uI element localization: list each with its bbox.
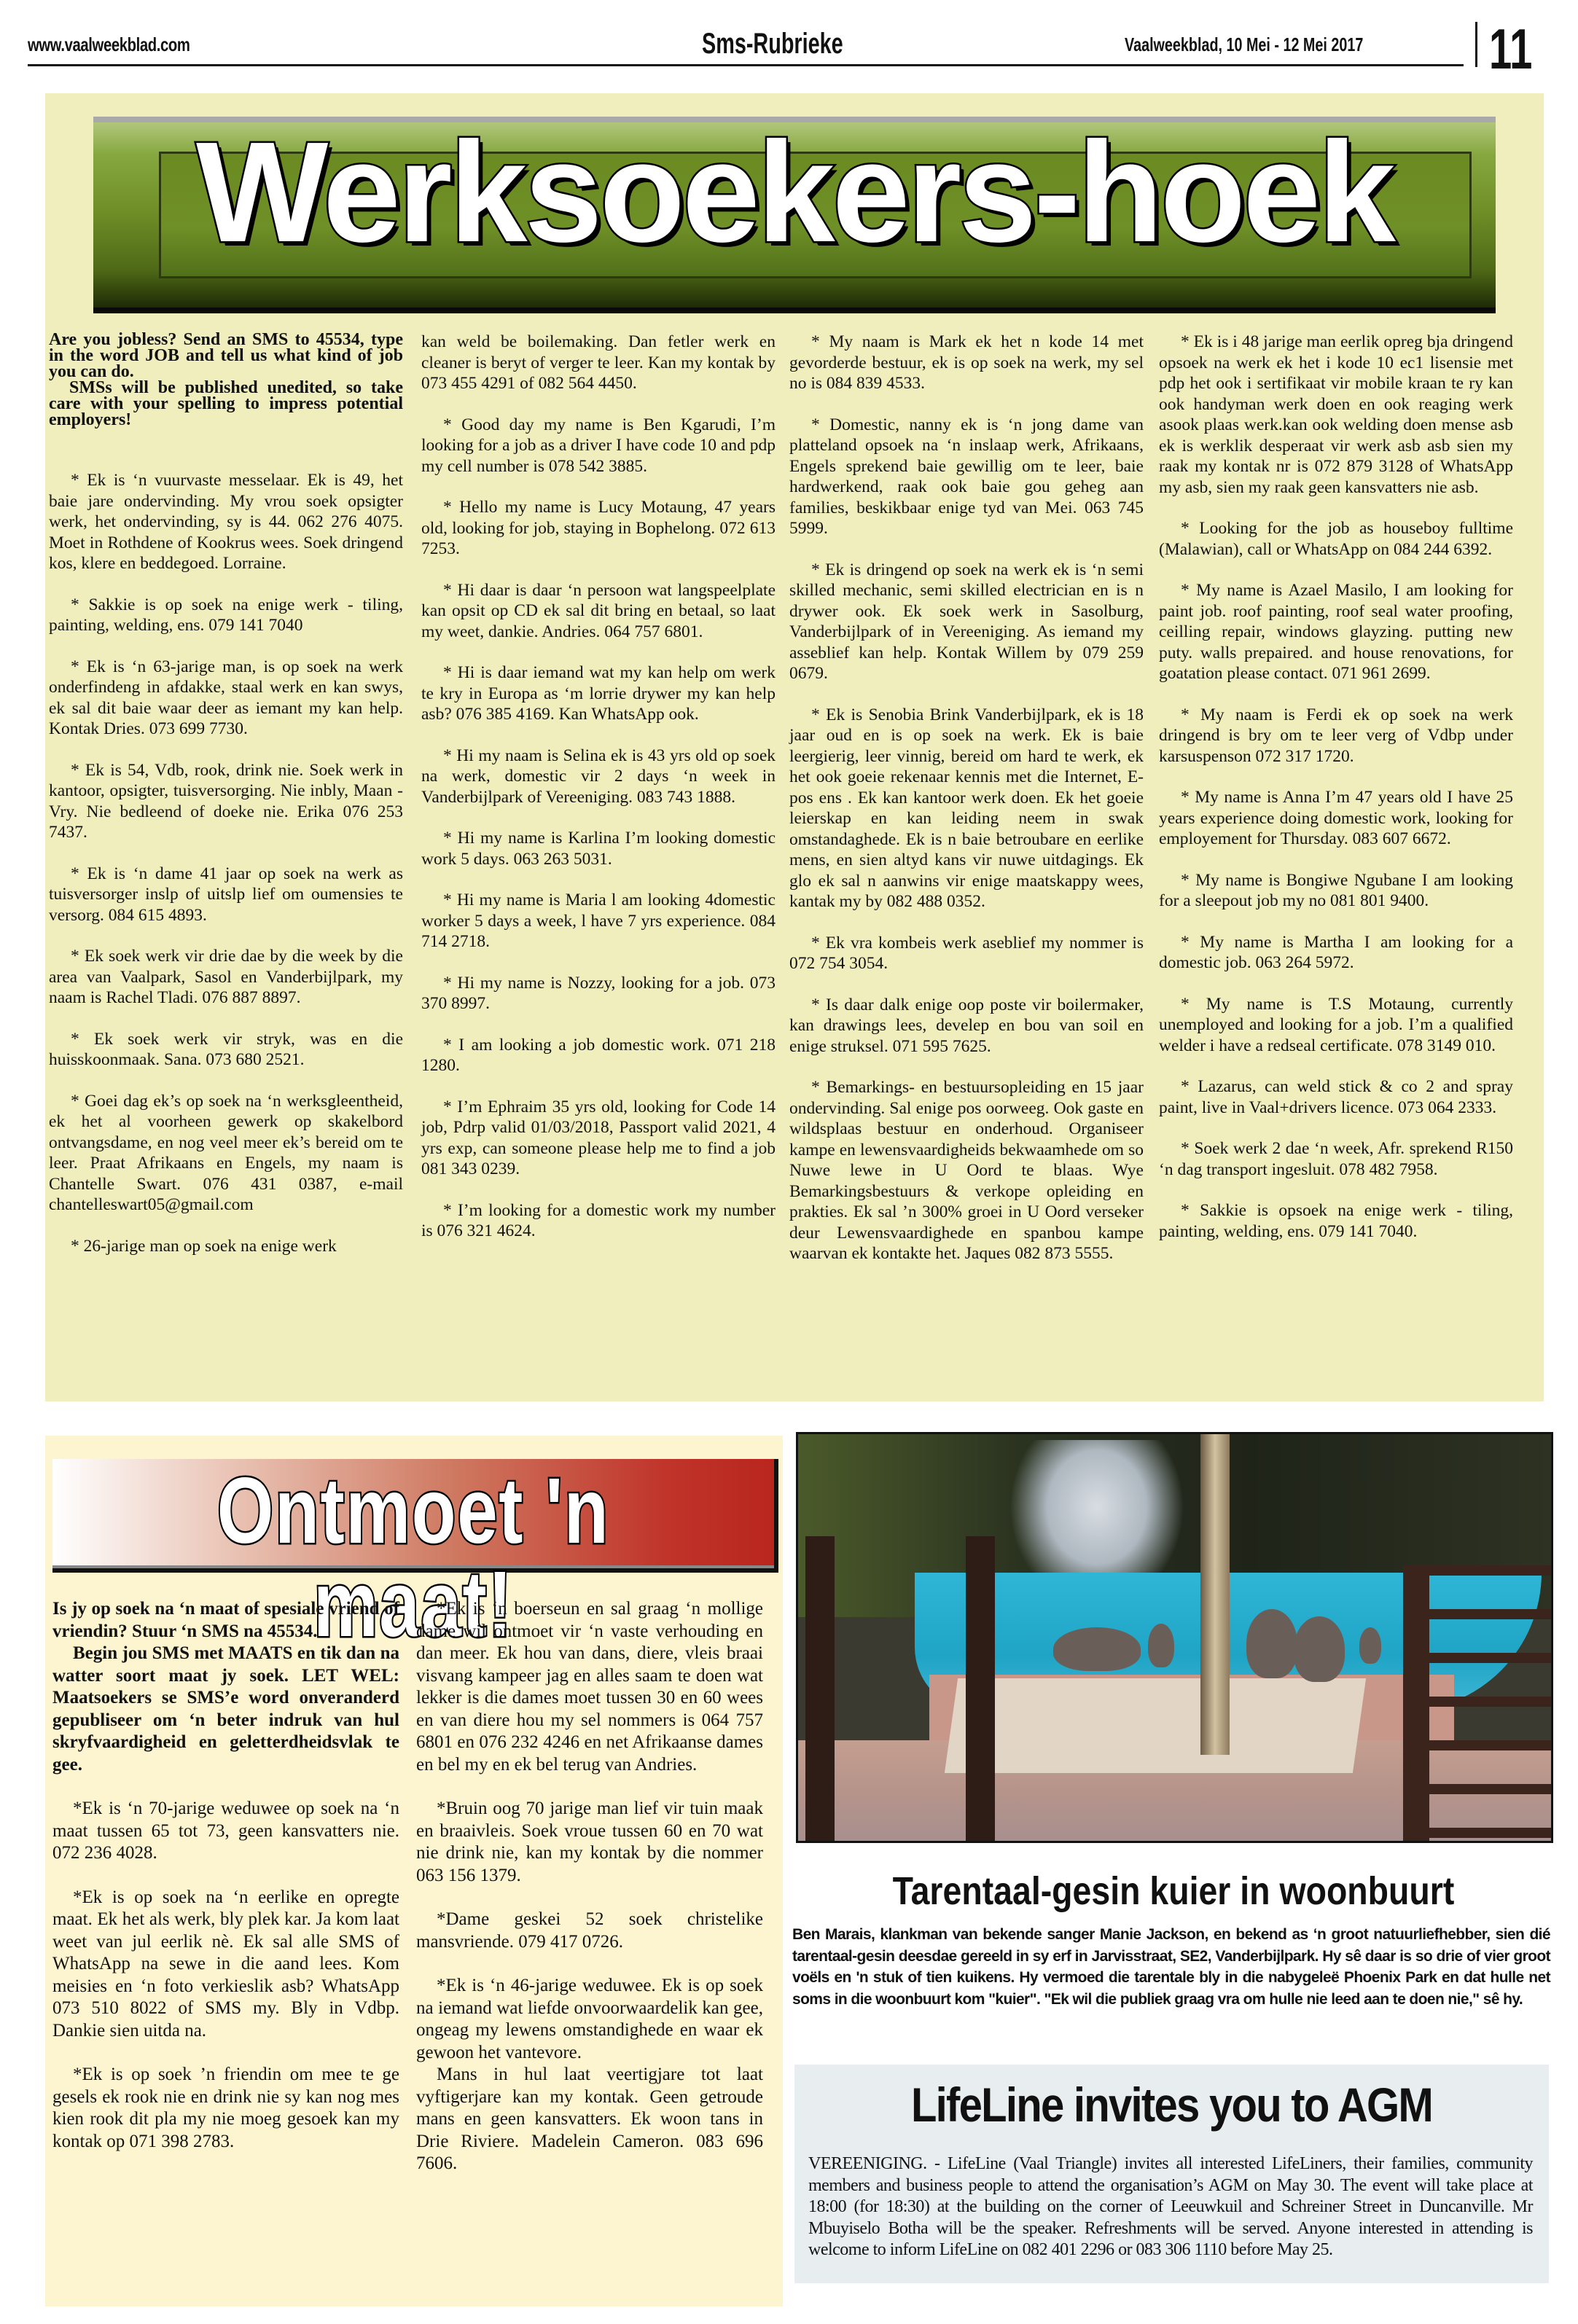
personal-ad: *Ek is op soek na ‘n eerlike en opregte maat. Ek het als werk, bly plek kar. Ja kom laat weet van jul eerlik nè. Ek sal alle SMS of WhatsApp na sewe in die aand lees. Kom meisies en ‘n foto verkieslik asb? WhatsApp 073 510 8022 of SMS my. Bly in Vdbp. Dankie sien uitda na. xyxy=(52,1887,399,2041)
maats-column-2 xyxy=(416,1598,763,2197)
classified-ad: * Goei dag ek’s op soek na ‘n werksgleentheid, ek het al voorheen gewerk op skakelbord ontvangsdame, en nog veel meer ek’s bereid om te leer. Praat Afrikaans en Engels, my naam is Chantelle Swart. 076 431 0387, e-mail chantelleswart05@gmail.com xyxy=(49,1091,403,1214)
classified-ad: * Hi my name is Maria l am looking 4domestic worker 5 days a week, l have 7 yrs experience. 084 714 2718. xyxy=(421,891,776,951)
classified-ad: * Hi my name is Nozzy, looking for a job. 073 370 8997. xyxy=(421,973,776,1013)
guinea-fowl xyxy=(1246,1609,1297,1678)
classified-ad: * Looking for the job as houseboy fulltime (Malawian), call or WhatsApp on 084 244 6392. xyxy=(1159,519,1513,559)
werksoekers-title: Werksoekers-hoek xyxy=(196,112,1393,272)
classified-ad: * Ek soek werk vir stryk, was en die huisskoonmaak. Sana. 073 680 2521. xyxy=(49,1029,403,1069)
photo-barstool xyxy=(1403,1565,1553,1842)
personal-ad: *Ek is ‘n 46-jarige weduwee. Ek is op soek na iemand wat liefde onvoorwaardelik kan gee, ongeag my lewens omstandighede en waar ek gewoon het vantevore. xyxy=(416,1976,763,2062)
guinea-fowl-photo xyxy=(796,1432,1553,1843)
classified-ad: * My name is Bongiwe Ngubane I am looking for a sleepout job my no 081 801 9400. xyxy=(1159,870,1513,910)
lifeline-headline: LifeLine invites you to AGM xyxy=(910,2078,1433,2132)
classified-ad: * My naam is Mark ek het n kode 14 met gevorderde bestuur, ek is op soek na werk, my sel no is 084 839 4533. xyxy=(789,332,1144,393)
classified-ad: * Hi is daar iemand wat my kan help om werk te kry in Europa as ‘m lorrie drywer my kan help asb? 076 385 4169. Kan WhatsApp ook. xyxy=(421,663,776,724)
classified-ad: * Hi daar is daar ‘n persoon wat langspeelplate kan opsit op CD ek sal dit bring en betaal, so laat my weet, dankie. Andries. 064 757 6801. xyxy=(421,580,776,641)
classified-ad: * Ek is ‘n vuurvaste messelaar. Ek is 49, het baie jare ondervinding. My vrou soek opsigter werk, het ondervinding, sy is 44. 062 276 4075. Moet in Rothdene of Kookrus wees. Soek dringend kos, klere en beddegoed. Lorraine. xyxy=(49,471,403,573)
personal-ad: *Ek is ‘n 70-jarige weduwee op soek na ‘n maat tussen 65 tot 73, geen kansvatters nie. 072 236 4028. xyxy=(52,1799,399,1863)
maats-column-1 xyxy=(52,1598,399,2175)
classified-ad: * Ek is ‘n dame 41 jaar op soek na werk as tuisversorger inslp of uitslp lief om oumensies te versorg. 084 615 4893. xyxy=(49,864,403,925)
classified-ad: * I am looking a job domestic work. 071 218 1280. xyxy=(421,1035,776,1075)
classified-ad: * My name is T.S Motaung, currently unemployed and looking for a job. I’m a qualified welder i have a redseal certificate. 078 3149 010. xyxy=(1159,994,1513,1055)
classified-ad: * Hi my naam is Selina ek is 43 yrs old op soek na werk, domestic vir 2 days ‘n week in Vanderbijlpark of Vereeniging. 083 743 1888. xyxy=(421,746,776,807)
classified-ad: * Good day my name is Ben Kgarudi, I’m looking for a job as a driver I have code 10 and pdp my cell number is 078 542 3885. xyxy=(421,415,776,476)
classified-ad: * Hello my name is Lucy Motaung, 47 years old, looking for job, staying in Bophelong. 072 613 7253. xyxy=(421,498,776,558)
personal-ad: *Ek is op soek ’n friendin om mee te ge gesels ek rook nie en drink nie sy kan nog mes kien rook dit pla my nie moeg gesoek kan my kontak op 071 398 2783. xyxy=(52,2065,399,2151)
classified-ad: * Is daar dalk enige oop poste vir boilermaker, kan drawings lees, develep en bou van soil en enige struksel. 071 595 7625. xyxy=(789,995,1144,1056)
classified-ad: * I’m looking for a domestic work my number is 076 321 4624. xyxy=(421,1200,776,1240)
guinea-fowl xyxy=(1294,1616,1345,1682)
guinea-fowl-chick xyxy=(1359,1627,1381,1664)
classified-ad: * Sakkie is opsoek na enige werk - tiling, painting, welding, ens. 079 141 7040. xyxy=(1159,1201,1513,1241)
classified-ad: * 26-jarige man op soek na enige werk xyxy=(71,1236,337,1256)
classified-ad: * My naam is Ferdi ek op soek na werk dringend is bry om te leer verg of Vdbp under karsuspenson 072 317 1720. xyxy=(1159,705,1513,766)
issue-date: Vaalweekblad, 10 Mei - 12 Mei 2017 xyxy=(1125,34,1364,55)
classified-ad: * My name is Azael Masilo, I am looking for paint job. roof painting, roof seal water proofing, ceilling repair, windows glayzing. putting new puty. walls prepaired. and house renovations, for goatation please contact. 071 961 2699. xyxy=(1159,581,1513,683)
classified-ad: * Ek vra kombeis werk aseblief my nommer is 072 754 3054. xyxy=(789,933,1144,973)
classified-ad: * Ek soek werk vir drie dae by die week by die area van Vaalpark, Sasol en Vanderbijlpark, my naam is Rachel Tladi. 076 887 8897. xyxy=(49,947,403,1007)
page-number: 11 xyxy=(1489,17,1533,81)
classified-ad: * Ek is dringend op soek na werk ek is ‘n semi skilled mechanic, semi skilled electrician en is n drywer ook. Ek soek werk in Sasolburg, Vanderbijlpark of in Vereeniging. As iemand my asseblief kan help. Kontak Willem by 079 259 0679. xyxy=(789,560,1144,683)
personal-ad: *Bruin oog 70 jarige man lief vir tuin maak en braaivleis. Soek vroue tussen 60 en 70 wat nie drink nie, kan my kontak by die nommer 063 156 1379. xyxy=(416,1799,763,1885)
maats-intro-note: Begin jou SMS met MAATS en tik dan na watter soort maat jy soek. LET WEL: Maatsoekers se SMS’e word onveranderd gepubliseer om ‘n beter indruk van hul skryfvaardigheid en geletterdheidsvlak te gee. xyxy=(52,1643,399,1775)
classified-ad: * Bemarkings- en bestuursopleiding en 15 jaar ondervinding. Sal enige pos oorweeg. Ook gaste en wildsplaas bestuur en onderhoud. Organiseer kampe en lewensvaardigheids bekwaamhede om so Nuwe lewe in U Oord te blaas. Wye Bemarkingsbestuurs & verkope opleiding en prakties. Ek sal ’n 300% groei in U Oord verseker deur Lewensvaardighede en spanbou kampe waarvan ek kontakte het. Jaques 082 873 5555. xyxy=(789,1078,1144,1263)
werksoekers-banner xyxy=(93,112,1496,313)
personal-ad: Mans in hul laat veertigjare tot laat vyftigerjare kan my kontak. Geen getroude mans en geen kansvatters. Ek woon tans in Drie Riviere. Madelein Cameron. 083 696 7606. xyxy=(416,2065,763,2173)
photo-chair xyxy=(805,1536,995,1842)
header-divider xyxy=(1475,22,1477,67)
classified-ad: * Ek is ‘n 63-jarige man, is op soek na werk onderfindeng in afdakke, staal werk en kan swys, ek sal dit baie waar deer as iemant my kan help. Kontak Dries. 073 699 7730. xyxy=(49,657,403,738)
classified-ad: * Hi my name is Karlina I’m looking domestic work 5 days. 063 263 5031. xyxy=(421,829,776,869)
column-3 xyxy=(789,332,1144,1285)
classified-ad: * I’m Ephraim 35 yrs old, looking for Code 14 job, Pdrp valid 01/03/2018, Passport valid 2021, 4 yrs exp, can someone please help me to find a job 081 343 0239. xyxy=(421,1097,776,1178)
column-1 xyxy=(49,332,403,1277)
website-link[interactable]: www.vaalweekblad.com xyxy=(28,34,190,55)
intro-instructions: Are you jobless? Send an SMS to 45534, type in the word JOB and tell us what kind of job you can do. xyxy=(49,330,403,381)
werksoekers-intro xyxy=(49,332,403,428)
intro-note: SMSs will be published unedited, so take care with your spelling to impress potential employers! xyxy=(49,378,403,429)
photo-doormat xyxy=(945,1678,1366,1773)
maats-intro-instructions: Is jy op soek na ‘n maat of spesiale vriend of vriendin? Stuur ‘n SMS na 45534. xyxy=(52,1599,399,1641)
maats-title: Ontmoet 'n maat! xyxy=(216,1459,610,1656)
classified-ad: * Lazarus, can weld stick & co 2 and spray paint, live in Vaal+drivers licence. 073 064 2333. xyxy=(1159,1077,1513,1117)
column-4 xyxy=(1159,332,1513,1262)
tarentaal-body: Ben Marais, klankman van bekende sanger Manie Jackson, en bekend as ‘n groot natuurliefhebber, sien dié tarentaal-gesin deesdae gereeld in sy erf in Jarvisstraat, SE2, Vanderbijlpark. Hy sê daar is so drie of vier groot voëls en 'n stuk of tien kuikens. Hy vermoed die tarentale bly in die nabygeleë Phoenix Park en dat hulle net soms in die woonbuurt kom "kuier". "Ek wil die publiek graag vra om hulle nie leed aan te doen nie," sê hy. xyxy=(792,1926,1550,2008)
classified-ad: * My name is Anna I’m 47 years old I have 25 years experience doing domestic work, looking for employement for Thursday. 083 607 6672. xyxy=(1159,788,1513,848)
maats-intro xyxy=(52,1598,399,1776)
header-rule xyxy=(28,64,1464,66)
lifeline-body: VEREENIGING. - LifeLine (Vaal Triangle) invites all interested LifeLiners, their families, community members and business people to attend the organisation’s AGM on May 30. The event will take place at 18:00 (for 18:30) at the building on the corner of Leeuwkuil and Schreiner Street in Duncanville. Mr Mbuyiselo Botha will be the speaker. Refreshments will be served. Anyone interested in attending is welcome to inform LifeLine on 082 401 2296 or 083 306 1110 before May 25. xyxy=(808,2154,1533,2259)
classified-ad: * Ek is 54, Vdb, rook, drink nie. Soek werk in kantoor, opsigter, tuisversorging. Nie inbly, Maan - Vry. Nie bedleend of doeke nie. Erika 076 253 7437. xyxy=(49,760,403,842)
classified-ad: * Ek is i 48 jarige man eerlik opreg bja dringend opsoek na werk ek het i kode 10 ec1 lisensie met pdp het ook i sertifikaat vir mobile kraan te ry kan ook handyman werk doen en ook reaging werk asook plaas werk.kan ook welding doen mense asb ek is werklik desperaat vir werk asb asb sien my raak my kontak nr is 072 879 3128 of WhatsApp my asb, sien my raak geen kansvatters nie asb. xyxy=(1159,332,1513,497)
classified-ad: kan weld be boilemaking. Dan fetler werk en cleaner is beryt of verger te leer. Kan my kontak by 073 455 4291 of 082 564 4450. xyxy=(421,332,776,393)
page-header xyxy=(28,17,1558,81)
classified-ad: * Soek werk 2 dae ‘n week, Afr. sprekend R150 ‘n dag transport ingesluit. 078 482 7958. xyxy=(1159,1139,1513,1179)
section-title: Sms-Rubrieke xyxy=(702,28,843,60)
column-2 xyxy=(421,332,776,1262)
classified-ad: * Sakkie is op soek na enige werk - tiling, painting, welding, ens. 079 141 7040 xyxy=(49,595,403,635)
classified-ad: * Ek is Senobia Brink Vanderbijlpark, ek is 18 jaar oud en is op soek na werk. Ek is baie leergierig, leer vinnig, bereid om hard te werk, ek het ook goeie rekenaar kennis met die Internet, E-pos ens . Ek kan kantoor werk doen. Ek het goeie leierskap en kan leiding neem in swak omstandaghede. Ek is n baie betroubare en eerlike mens, en sien altyd kans vir nuwe uitdagings. Ek glo ek sal n aanwins vir enige maatskappy wees, kantak my by 082 488 0352. xyxy=(789,705,1144,911)
classified-ad: * My name is Martha I am looking for a domestic job. 063 264 5972. xyxy=(1159,932,1513,972)
photo-door-frame xyxy=(1200,1434,1230,1755)
classified-ad: * Domestic, nanny ek is ‘n jong dame van platteland opsoek na ‘n inslaap werk, Afrikaans, Engels sprekend baie gewillig om te leer, baie hardwerkend, raak ook baie gou geheg aan families, beskikbaar enige tyd van Mei. 063 745 5999. xyxy=(789,415,1144,538)
personal-ad: *Dame geskei 52 soek christelike mansvriende. 079 417 0726. xyxy=(416,1909,763,1952)
guinea-fowl xyxy=(1053,1627,1141,1671)
personal-ad: *Ek is ‘n boerseun en sal graag ‘n mollige dame wil ontmoet vir ‘n vaste verhouding en dan meer. Ek hou van dans, diere, vleis braai visvang kampeer jag en alles saam te doen wat lekker is die dames moet tussen 30 en 60 wees en van diere hou my sel nommers is 064 757 6801 en 076 232 4246 en net Afrikaanse dames en bel my en ek bel terug van Andries. xyxy=(416,1599,763,1775)
tarentaal-headline: Tarentaal-gesin kuier in woonbuurt xyxy=(892,1869,1455,1913)
guinea-fowl-chick xyxy=(1148,1624,1174,1667)
